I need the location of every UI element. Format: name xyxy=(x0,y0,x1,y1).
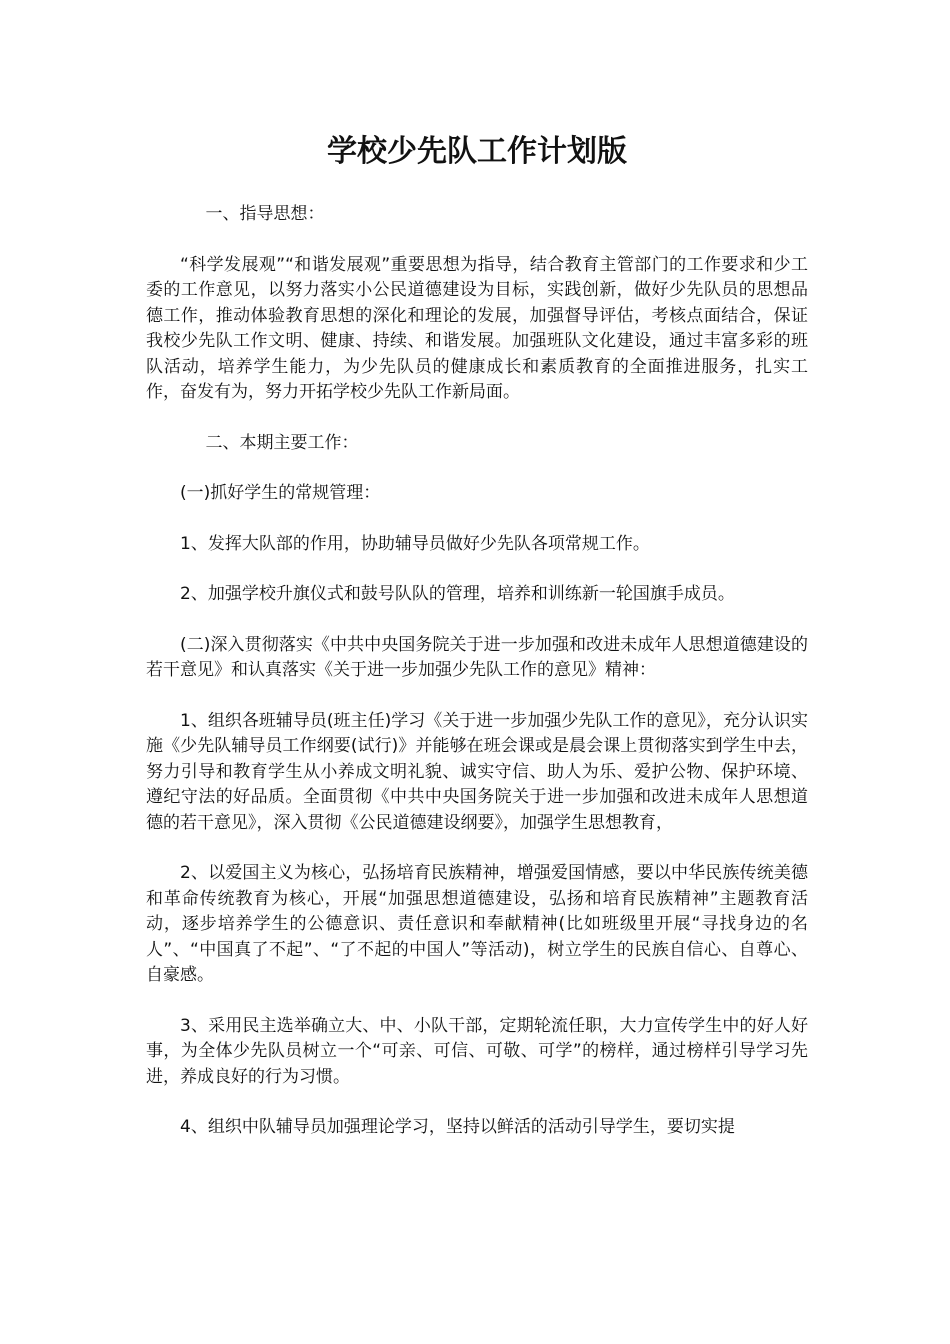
list-item-1: 1、发挥大队部的作用，协助辅导员做好少先队各项常规工作。 xyxy=(180,533,650,554)
list-item-2-4: 4、组织中队辅导员加强理论学习，坚持以鲜活的活动引导学生，要切实提 xyxy=(180,1117,735,1137)
list-item-2-1: 1、组织各班辅导员(班主任)学习《关于进一步加强少先队工作的意见》，充分认识实施《少先队辅导员工作纲要(试行)》并能够在班会课或是晨会课上贯彻落实到学生中去，努力引导和教育学生从小养成文明礼貌、诚实守信、助人为乐、爱护公物、保护环境、遵纪守法的好品质。全面贯彻《中共中央国务院关于进一步加强和改进未成年人思想道德的若干意见》，深入贯彻《公民道德建设纲要》，加强学生思想教育， xyxy=(146,710,808,833)
section-heading-main-work: 二、本期主要工作： xyxy=(205,432,359,453)
document-title: 学校少先队工作计划版 xyxy=(327,134,627,169)
list-item-2: 2、加强学校升旗仪式和鼓号队队的管理，培养和训练新一轮国旗手成员。 xyxy=(180,584,735,604)
subheading-implement-opinions: (二)深入贯彻落实《中共中央国务院关于进一步加强和改进未成年人思想道德建设的若干意见》和认真落实《关于进一步加强少先队工作的意见》精神： xyxy=(146,634,808,680)
document-page xyxy=(146,128,808,1166)
subheading-routine-management: (一)抓好学生的常规管理： xyxy=(180,483,381,503)
list-item-2-2: 2、以爱国主义为核心，弘扬培育民族精神，增强爱国情感，要以中华民族传统美德和革命传统教育为核心，开展“加强思想道德建设，弘扬和培育民族精神”主题教育活动，逐步培养学生的公德意识、责任意识和奉献精神(比如班级里开展“寻找身边的名人”、“中国真了不起”、“了不起的中国人”等活动)，树立学生的民族自信心、自尊心、自豪感。 xyxy=(146,863,808,985)
paragraph-guiding-thought-body: “科学发展观”“和谐发展观”重要思想为指导，结合教育主管部门的工作要求和少工委的工作意见，以努力落实小公民道德建设为目标，实践创新，做好少先队员的思想品德工作，推动体验教育思想的深化和理论的发展，加强督导评估，考核点面结合，保证我校少先队工作文明、健康、持续、和谐发展。加强班队文化建设，通过丰富多彩的班队活动，培养学生能力，为少先队员的健康成长和素质教育的全面推进服务，扎实工作，奋发有为，努力开拓学校少先队工作新局面。 xyxy=(146,254,808,402)
list-item-2-3: 3、采用民主选举确立大、中、小队干部，定期轮流任职，大力宣传学生中的好人好事，为全体少先队员树立一个“可亲、可信、可敬、可学”的榜样，通过榜样引导学习先进，养成良好的行为习惯。 xyxy=(146,1015,808,1087)
section-heading-guiding-thought: 一、指导思想： xyxy=(205,204,325,224)
